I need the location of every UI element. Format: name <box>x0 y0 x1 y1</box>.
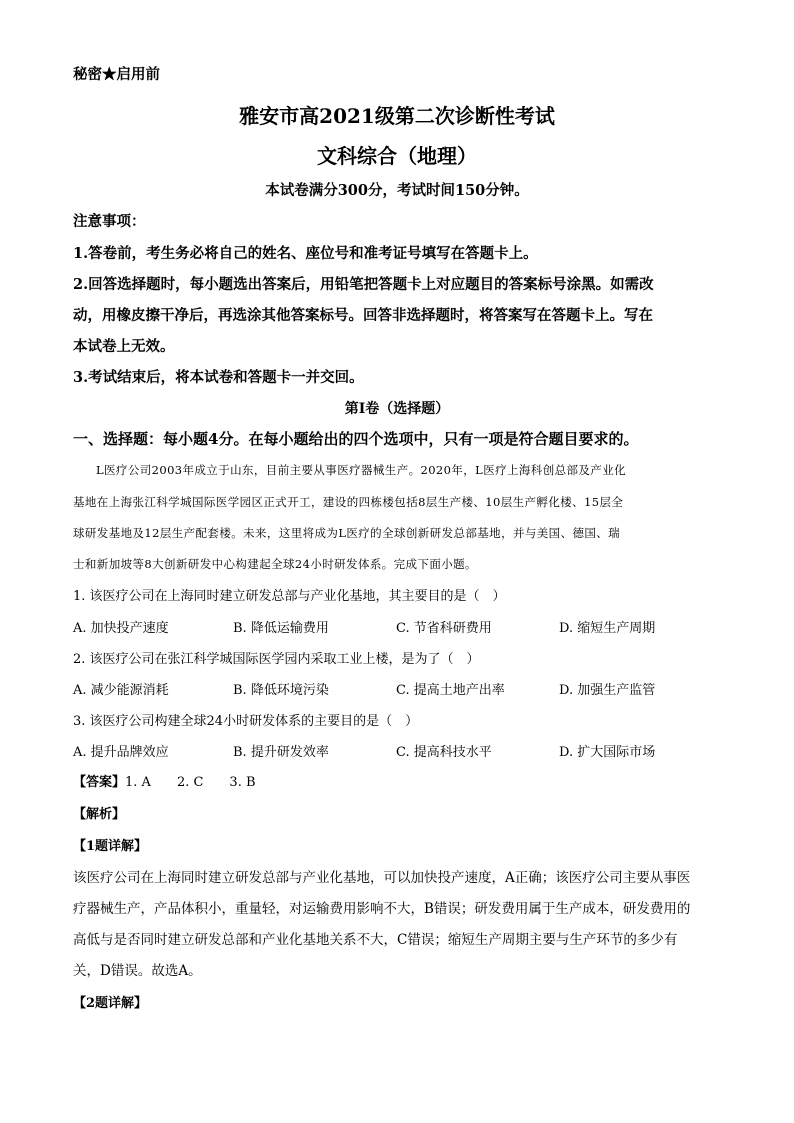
detail-2-label: 【2题详解】 <box>73 996 148 1011</box>
option-c: C. 提高土地产出率 <box>396 683 505 698</box>
answer-values: 1. A 2. C 3. B <box>125 775 256 790</box>
notice-heading: 注意事项： <box>73 213 146 230</box>
option-d: D. 加强生产监管 <box>559 683 656 698</box>
option-d: D. 扩大国际市场 <box>559 745 656 760</box>
notice-item: 本试卷上无效。 <box>73 338 175 355</box>
question-stem: 1. 该医疗公司在上海同时建立研发总部与产业化基地，其主要目的是（ ） <box>73 589 506 604</box>
detail-1-label: 【1题详解】 <box>73 839 148 854</box>
exam-subject: 文科综合（地理） <box>317 144 477 168</box>
option-b: B. 提升研发效率 <box>233 745 329 760</box>
detail-1-line: 关，D错误。故选A。 <box>73 963 202 979</box>
analysis-label: 【解析】 <box>73 807 126 822</box>
option-a: A. 加快投产速度 <box>73 621 169 636</box>
option-a: A. 减少能源消耗 <box>73 683 169 698</box>
section-heading: 一、选择题：每小题4分。在每小题给出的四个选项中，只有一项是符合题目要求的。 <box>73 430 639 448</box>
notice-item: 2.回答选择题时，每小题选出答案后，用铅笔把答题卡上对应题目的答案标号涂黑。如需改 <box>73 276 654 293</box>
secret-label: 秘密★启用前 <box>73 66 160 83</box>
option-c: C. 提高科技水平 <box>396 745 492 760</box>
question-stem: 3. 该医疗公司构建全球24小时研发体系的主要目的是（ ） <box>73 714 419 729</box>
option-d: D. 缩短生产周期 <box>559 621 656 636</box>
detail-1-line: 该医疗公司在上海同时建立研发总部与产业化基地，可以加快投产速度，A正确；该医疗公司主要从事医 <box>73 870 691 886</box>
option-b: B. 降低环境污染 <box>233 683 329 698</box>
detail-1-line: 疗器械生产，产品体积小，重量轻，对运输费用影响不大，B错误；研发费用属于生产成本，研发费用的 <box>73 901 691 917</box>
exam-subtitle: 本试卷满分300分，考试时间150分钟。 <box>265 182 529 199</box>
option-a: A. 提升品牌效应 <box>73 745 169 760</box>
detail-1-line: 高低与是否同时建立研发总部和产业化基地关系不大，C错误；缩短生产周期主要与生产环节的多少有 <box>73 932 678 948</box>
answer-label: 【答案】 <box>73 775 126 790</box>
option-c: C. 节省科研费用 <box>396 621 492 636</box>
notice-item: 动，用橡皮擦干净后，再选涂其他答案标号。回答非选择题时，将答案写在答题卡上。写在 <box>73 307 653 324</box>
question-stem: 2. 该医疗公司在张江科学城国际医学园内采取工业上楼，是为了（ ） <box>73 652 480 667</box>
notice-item: 3.考试结束后，将本试卷和答题卡一并交回。 <box>73 369 364 386</box>
answer-line <box>73 776 256 789</box>
material-line: 球研发基地及12层生产配套楼。未来，这里将成为L医疗的全球创新研发总部基地，并与美国、德国、瑞 <box>73 526 621 540</box>
material-line: L医疗公司2003年成立于山东，目前主要从事医疗器械生产。2020年，L医疗上海科创总部及产业化 <box>96 463 627 477</box>
option-b: B. 降低运输费用 <box>233 621 329 636</box>
section-title: 第Ⅰ卷（选择题） <box>344 401 450 417</box>
notice-item: 1.答卷前，考生务必将自己的姓名、座位号和准考证号填写在答题卡上。 <box>73 245 538 262</box>
exam-title: 雅安市高2021级第二次诊断性考试 <box>239 104 555 128</box>
material-line: 基地在上海张江科学城国际医学园区正式开工，建设的四栋楼包括8层生产楼、10层生产孵化楼、15层全 <box>73 495 624 509</box>
material-line: 士和新加坡等8大创新研发中心构建起全球24小时研发体系。完成下面小题。 <box>73 557 477 571</box>
